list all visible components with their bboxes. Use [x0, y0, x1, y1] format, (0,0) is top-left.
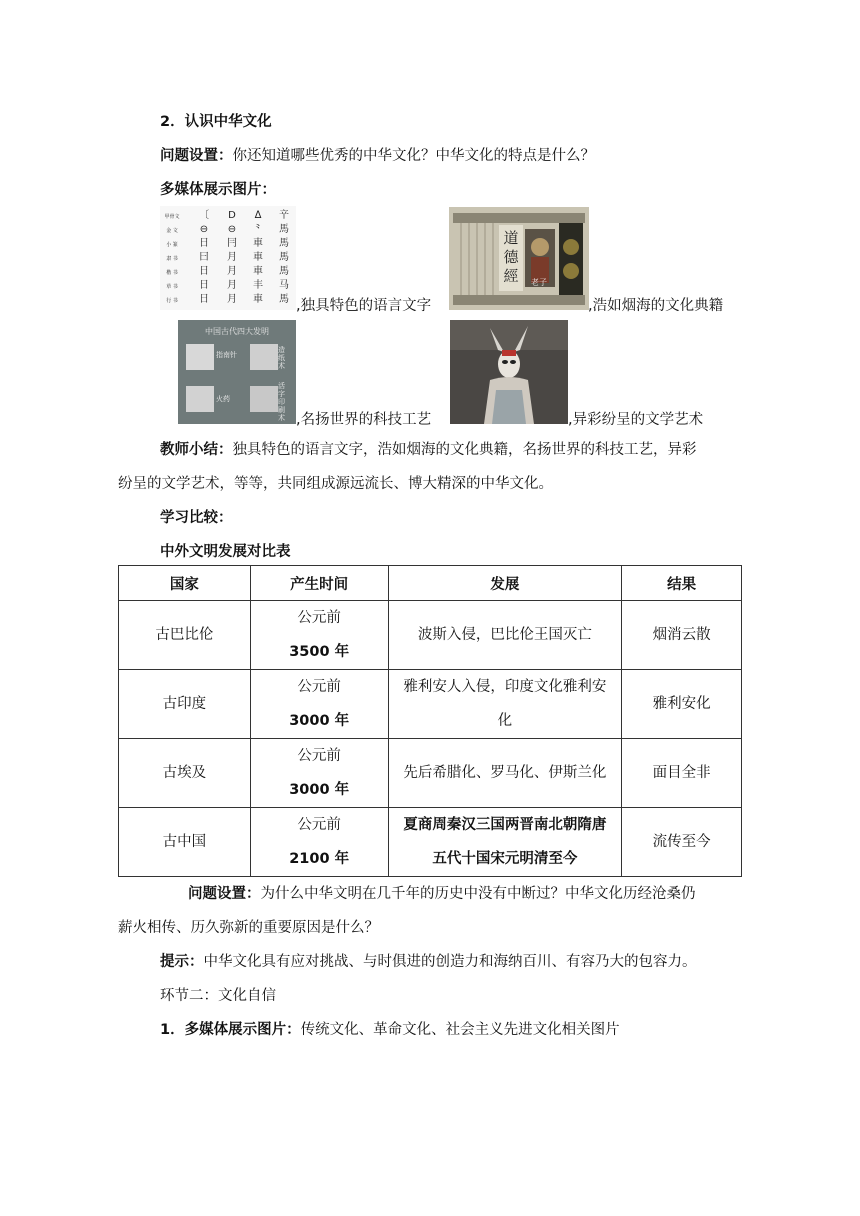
media2-text: 传统文化、革命文化、社会主义先进文化相关图片: [300, 1022, 620, 1038]
media2-label: 1．多媒体展示图片：: [160, 1022, 301, 1038]
script-glyph: 車: [253, 294, 263, 305]
gunpowder-photo: [186, 386, 214, 412]
script-glyph: 日: [199, 280, 209, 291]
script-glyph: 日: [199, 294, 209, 305]
printing-photo: [250, 386, 278, 412]
script-style-label: 金 文: [166, 228, 178, 234]
time-year: 2100 年: [289, 851, 350, 867]
development-text: 波斯入侵，巴比伦王国灭亡: [417, 627, 592, 643]
script-style-label: 行 书: [166, 298, 178, 304]
script-glyph: D: [228, 210, 236, 221]
script-glyph: 馬: [279, 238, 289, 249]
study-label: 学习比较：: [160, 510, 233, 526]
script-glyph: 月: [227, 252, 237, 263]
cell-result: 烟消云散: [622, 601, 742, 670]
script-glyph: ⊖: [199, 224, 209, 235]
script-glyph: 月: [227, 266, 237, 277]
script-glyph: 月: [227, 280, 237, 291]
summary-text-1: 独具特色的语言文字，浩如烟海的文化典籍，名扬世界的科技工艺，异彩: [232, 442, 697, 458]
script-glyph: 䇂: [279, 210, 289, 221]
time-prefix: 公元前: [297, 817, 341, 833]
classics-caption: ,浩如烟海的文化典籍: [588, 298, 724, 314]
cell-development: [388, 601, 622, 670]
cell-development: [388, 670, 622, 739]
script-glyph: ᐃ: [254, 210, 262, 221]
cell-time: [250, 739, 388, 808]
script-glyph: 車: [253, 266, 263, 277]
time-year: 3500 年: [289, 644, 350, 660]
question-label: 问题设置：: [160, 148, 233, 164]
question2-label: 问题设置：: [188, 886, 261, 902]
paper-photo: [250, 344, 278, 370]
media-label: 多媒体展示图片：: [160, 182, 276, 198]
cell-development: [388, 739, 622, 808]
cell-time: [250, 670, 388, 739]
script-table-graphic: [160, 206, 296, 310]
invention-label: 指南针: [216, 351, 237, 359]
header-country: 国家: [119, 566, 251, 601]
header-time: 产生时间: [250, 566, 388, 601]
table-row: [119, 739, 742, 808]
cell-country: 古巴比伦: [119, 601, 251, 670]
link2-heading: 环节二：文化自信: [160, 988, 276, 1004]
development-text: 先后希腊化、罗马化、伊斯兰化: [403, 765, 607, 781]
time-prefix: 公元前: [297, 748, 341, 764]
script-glyph: 马: [279, 280, 289, 291]
invention-label: 火药: [216, 395, 230, 403]
civilization-comparison-table: [118, 565, 742, 877]
summary-line-1: [160, 440, 697, 460]
script-glyph: 月: [227, 294, 237, 305]
cell-country: 古中国: [119, 808, 251, 877]
section-heading: 2．认识中华文化: [160, 114, 272, 130]
table-title: 中外文明发展对比表: [160, 544, 291, 560]
table-row: [119, 601, 742, 670]
hint-text: 中华文化具有应对挑战、与时俱进的创造力和海纳百川、有容乃大的包容力。: [203, 954, 697, 970]
invention-label: 造纸术: [278, 346, 285, 370]
development-text: 夏商周秦汉三国两晋南北朝隋唐: [403, 817, 607, 833]
script-glyph: 馬: [279, 266, 289, 277]
script-glyph: 馬: [279, 224, 289, 235]
script-glyph: ⺀: [253, 224, 263, 235]
opera-caption: ,异彩纷呈的文学艺术: [568, 412, 704, 428]
question-text: 你还知道哪些优秀的中华文化？中华文化的特点是什么？: [232, 148, 595, 164]
script-glyph: 馬: [279, 252, 289, 263]
inventions-title: 中国古代四大发明: [205, 327, 269, 336]
header-development: 发展: [388, 566, 622, 601]
hint-label: 提示：: [160, 953, 204, 970]
script-caption: ,独具特色的语言文字: [296, 298, 432, 314]
script-style-label: 隶 书: [166, 256, 178, 262]
script-evolution-image: [160, 206, 296, 310]
header-result: 结果: [622, 566, 742, 601]
inventions-caption: ,名扬世界的科技工艺: [296, 412, 432, 428]
classics-author: 老子: [531, 278, 547, 287]
script-glyph: 丰: [253, 280, 263, 291]
table-row: [119, 808, 742, 877]
script-glyph: 馬: [279, 294, 289, 305]
classics-title: [501, 229, 521, 286]
opera-performer-image: [450, 320, 568, 424]
script-style-label: 甲骨文: [164, 214, 180, 220]
four-inventions-image: [178, 320, 296, 424]
development-text: 雅利安人入侵，印度文化雅利安: [403, 679, 607, 695]
question2-line-2: 薪火相传、历久弥新的重要原因是什么？: [118, 920, 379, 936]
summary-line-2: 纷呈的文学艺术，等等，共同组成源远流长、博大精深的中华文化。: [118, 476, 553, 492]
script-glyph: 車: [253, 238, 263, 249]
cell-result: 流传至今: [622, 808, 742, 877]
cell-time: [250, 601, 388, 670]
question-paragraph: [160, 146, 595, 166]
cell-country: 古印度: [119, 670, 251, 739]
question2-line-1: [188, 884, 696, 904]
cell-development: [388, 808, 622, 877]
compass-photo: [186, 344, 214, 370]
classics-scroll-image: [449, 207, 589, 310]
script-style-label: 草 书: [166, 284, 178, 290]
media2-paragraph: [160, 1020, 620, 1040]
script-glyph: 日: [199, 238, 209, 249]
script-glyph: 日: [199, 266, 209, 277]
time-year: 3000 年: [289, 713, 350, 729]
summary-label: 教师小结：: [160, 442, 233, 458]
cell-result: 雅利安化: [622, 670, 742, 739]
classics-title-char: 道: [503, 229, 519, 247]
development-text: 化: [497, 713, 513, 729]
script-glyph: 冃: [227, 238, 237, 249]
classics-title-char: 德: [503, 248, 519, 266]
opera-graphic: [450, 320, 568, 424]
table-row: [119, 670, 742, 739]
table-header-row: [119, 566, 742, 601]
script-glyph: ⊖: [227, 224, 237, 235]
time-year: 3000 年: [289, 782, 350, 798]
question2-text-1: 为什么中华文明在几千年的历史中没有中断过？中华文化历经沧桑仍: [260, 886, 696, 902]
time-prefix: 公元前: [297, 679, 341, 695]
script-glyph: 車: [253, 252, 263, 263]
script-glyph: 曰: [199, 252, 209, 263]
time-prefix: 公元前: [297, 610, 341, 626]
invention-label: 活字印刷术: [278, 382, 285, 422]
script-style-label: 小 篆: [166, 242, 178, 248]
cell-result: 面目全非: [622, 739, 742, 808]
development-text: 五代十国宋元明清至今: [432, 851, 578, 867]
cell-country: 古埃及: [119, 739, 251, 808]
script-glyph: 〔: [199, 210, 209, 221]
script-style-label: 楷 书: [166, 270, 178, 276]
hint-paragraph: [160, 952, 697, 972]
classics-title-char: 經: [503, 267, 519, 285]
cell-time: [250, 808, 388, 877]
